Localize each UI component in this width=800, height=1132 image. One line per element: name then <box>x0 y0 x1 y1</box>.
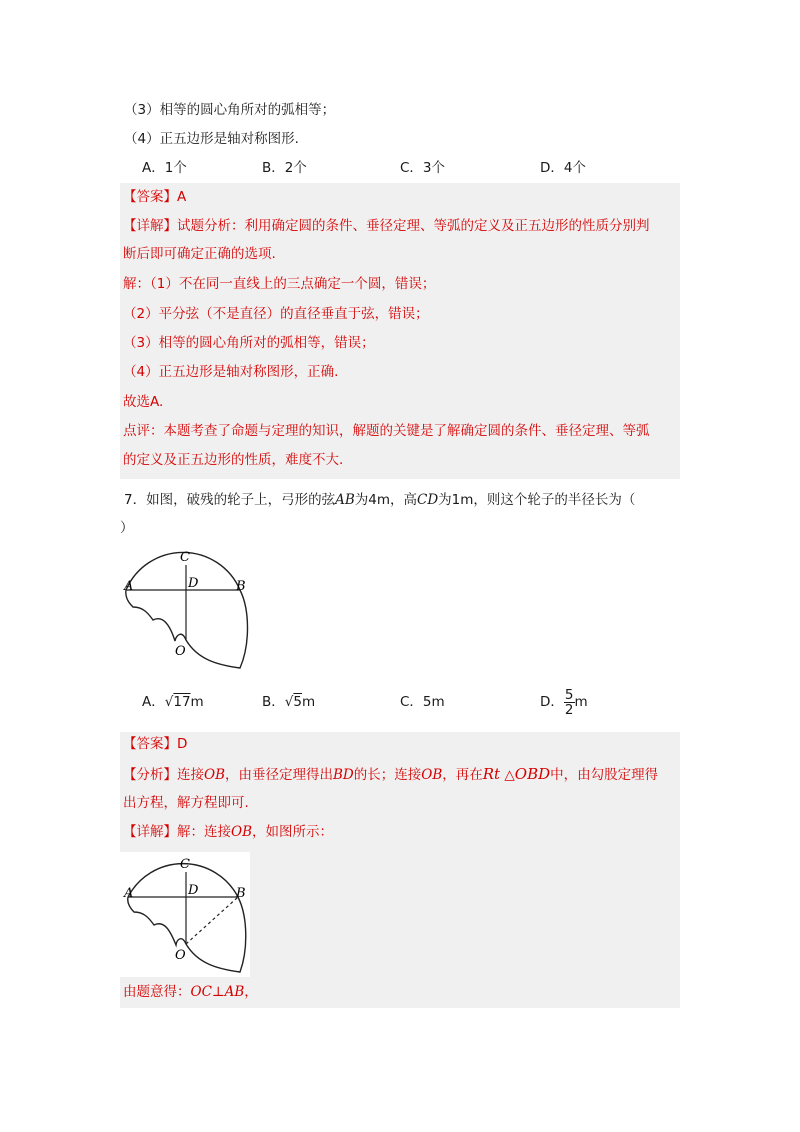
given-line: 由题意得：OC⊥AB， <box>123 984 258 1000</box>
solution-line-1: 解：（1）不在同一直线上的三点确定一个圆，错误； <box>123 276 436 292</box>
q6-item-3: （3）相等的圆心角所对的弧相等； <box>124 102 336 118</box>
label-b: B <box>236 886 246 901</box>
choose-line: 故选A. <box>123 394 164 410</box>
q7-stem: 7．如图，破残的轮子上，弓形的弦AB为4m，高CD为1m，则这个轮子的半径长为（ <box>124 492 636 508</box>
answer-box-q6 <box>120 183 680 479</box>
label-d: D <box>188 883 199 898</box>
label-c: C <box>180 550 190 565</box>
q6-option-a: A．1个 <box>142 160 187 176</box>
answer-label: 【答案】D <box>123 736 188 752</box>
answer-box-q7 <box>120 732 680 1008</box>
solution-line-4: （4）正五边形是轴对称图形，正确. <box>123 364 339 380</box>
comment-line-1: 点评：本题考查了命题与定理的知识，解题的关键是了解确定圆的条件、垂径定理、等弧 <box>123 423 650 439</box>
q7-option-c: C．5m <box>400 694 445 710</box>
solution-line-2: （2）平分弦（不是直径）的直径垂直于弦，错误； <box>123 306 429 322</box>
solution-figure <box>120 852 250 977</box>
radical-sign: √ <box>164 694 174 710</box>
comment-line-2: 的定义及正五边形的性质，难度不大. <box>123 452 344 468</box>
label-c: C <box>180 857 190 872</box>
fraction: $\frac{5}{2}$ <box>564 686 574 718</box>
q6-option-c: C．3个 <box>400 160 446 176</box>
q7-stem-close: ） <box>120 520 134 536</box>
solution-line-3: （3）相等的圆心角所对的弧相等，错误； <box>123 335 375 351</box>
label-b: B <box>236 579 246 594</box>
q6-item-4: （4）正五边形是轴对称图形. <box>124 131 299 147</box>
label-a: A <box>124 579 134 594</box>
analysis-line-2: 出方程，解方程即可. <box>123 795 249 811</box>
q7-option-d: D． $\frac{5}{2}$ m <box>540 686 588 718</box>
label-o: O <box>175 948 186 963</box>
answer-label: 【答案】A <box>123 189 187 205</box>
q7-option-b: B．√5m <box>262 694 316 710</box>
q7-option-a: A．√17m <box>142 694 204 710</box>
label-a: A <box>124 886 134 901</box>
detail-line-1: 【详解】试题分析：利用确定圆的条件、垂径定理、等弧的定义及正五边形的性质分别判 <box>123 218 650 234</box>
radical-sign: √ <box>284 694 294 710</box>
q6-option-b: B．2个 <box>262 160 307 176</box>
q6-option-d: D．4个 <box>540 160 586 176</box>
label-o: O <box>175 644 186 659</box>
broken-wheel-figure <box>118 545 258 675</box>
detail-line: 【详解】解：连接OB，如图所示： <box>123 824 333 840</box>
label-d: D <box>188 576 199 591</box>
analysis-line-1: 【分析】连接OB，由垂径定理得出BD的长；连接OB，再在Rt △OBD中，由勾股定理得 <box>123 765 659 783</box>
detail-line-2: 断后即可确定正确的选项. <box>123 246 276 262</box>
